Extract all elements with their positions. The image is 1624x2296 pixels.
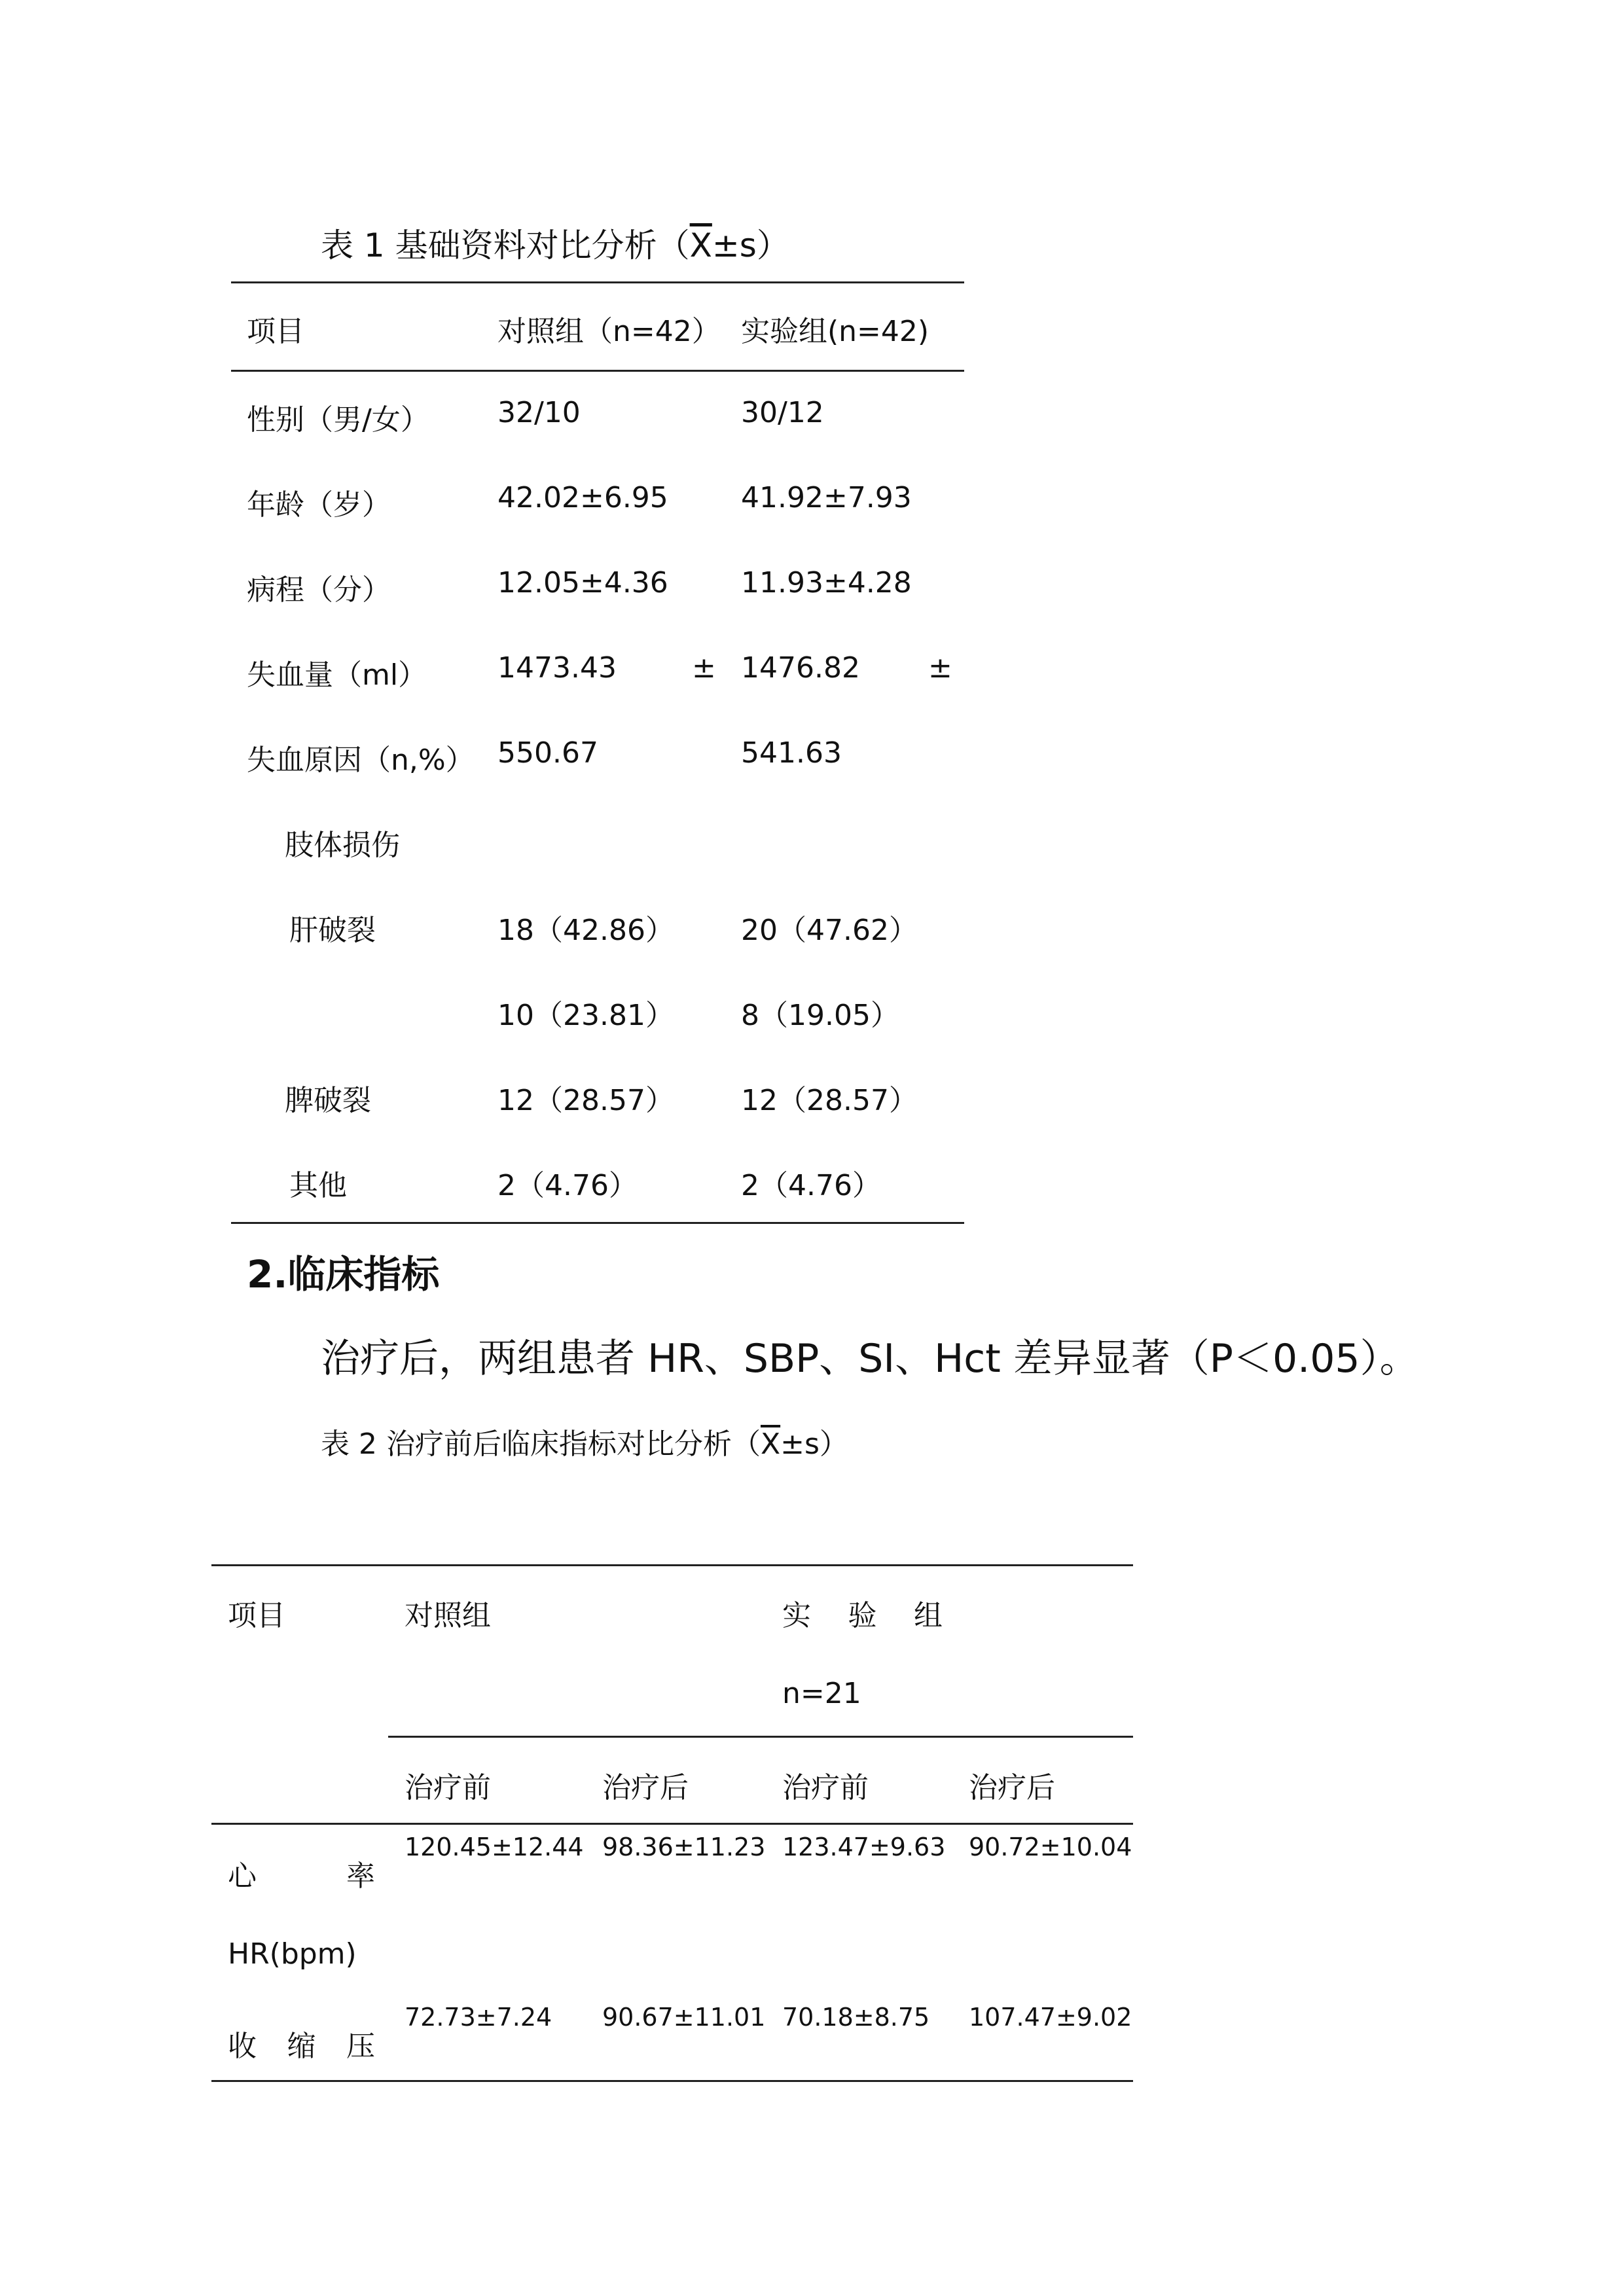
table2-subheader: 治疗后	[969, 1771, 1055, 1804]
table2-group-rule	[388, 1736, 1133, 1738]
table1-caption	[321, 219, 789, 266]
table1-row-label: 失血原因（n,%）	[247, 744, 475, 777]
table1-row-experimental: 20（47.62）	[741, 914, 918, 947]
table1-row-experimental: 541.63	[741, 736, 842, 770]
table2-row-label-char: 压	[346, 2030, 375, 2063]
table2-cell: 72.73±7.24	[405, 2003, 552, 2032]
table2-cell: 123.47±9.63	[782, 1833, 946, 1861]
table1-row-experimental: 2（4.76）	[741, 1169, 881, 1202]
table1-caption-prefix: 表 1 基础资料对比分析（	[321, 226, 690, 264]
table2-caption-mean-symbol: $\overline{X}$	[760, 1427, 781, 1461]
table2-row-label	[228, 2022, 375, 2064]
table2-header-experimental-n: n=21	[782, 1677, 861, 1710]
table1-row-label: 失血量（ml）	[247, 658, 427, 692]
table1-row-label: 病程（分）	[247, 573, 391, 607]
table1-row-control: 12.05±4.36	[497, 566, 668, 600]
table1-row-control: 1473.43	[497, 651, 617, 685]
section-heading: 2.临床指标	[247, 1252, 440, 1297]
table2-header-experimental-char: 组	[914, 1599, 943, 1632]
table1-row-experimental-pm: ±	[928, 651, 952, 685]
table2-caption-prefix: 表 2 治疗前后临床指标对比分析（	[321, 1427, 761, 1461]
table1-row-experimental: 41.92±7.93	[741, 481, 912, 514]
table1-top-rule	[231, 281, 964, 283]
table2-cell: 90.72±10.04	[969, 1833, 1132, 1861]
table1-header-experimental: 实验组(n=42)	[741, 315, 929, 348]
table2-cell: 98.36±11.23	[602, 1833, 766, 1861]
table1-header-control: 对照组（n=42）	[497, 315, 721, 348]
table1-row-experimental: 12（28.57）	[741, 1084, 918, 1117]
table1-header-item: 项目	[247, 315, 304, 348]
table2-row-label-char: 率	[346, 1859, 375, 1893]
table2-caption	[321, 1420, 848, 1462]
table2-row-label-line2: HR(bpm)	[228, 1937, 357, 1971]
table2-subheader: 治疗前	[405, 1771, 491, 1804]
table1-row-control: 550.67	[497, 736, 598, 770]
section-paragraph: 治疗后，两组患者 HR、SBP、SI、Hct 差异显著（P＜0.05）。	[321, 1336, 1419, 1382]
table1-row-label: 性别（男/女）	[247, 403, 429, 437]
table2-header-item: 项目	[228, 1599, 285, 1632]
table2-row-label-char: 心	[228, 1859, 257, 1893]
table1-row-label: 其他	[289, 1169, 347, 1202]
table2-header-control: 对照组	[405, 1599, 491, 1632]
table1-header-rule	[231, 370, 964, 372]
table2-row-label-char: 收	[228, 2030, 257, 2063]
table2-cell: 120.45±12.44	[405, 1833, 584, 1861]
table1-row-control: 10（23.81）	[497, 999, 674, 1032]
table2-subheader: 治疗前	[782, 1771, 869, 1804]
table2-subheader: 治疗后	[602, 1771, 689, 1804]
table2-cell: 90.67±11.01	[602, 2003, 766, 2032]
table2-top-rule	[211, 1564, 1133, 1566]
table1-caption-suffix: ±s）	[712, 226, 789, 264]
table1-row-control: 2（4.76）	[497, 1169, 638, 1202]
table1-caption-mean-symbol: $\overline{X}$	[689, 226, 712, 264]
table2-header-experimental-char: 验	[848, 1599, 877, 1632]
table2-row-label	[228, 1852, 375, 1894]
table1-row-experimental: 1476.82	[741, 651, 860, 685]
table1-row-experimental: 8（19.05）	[741, 999, 899, 1032]
table1-row-experimental: 30/12	[741, 396, 824, 429]
table1-row-control: 32/10	[497, 396, 581, 429]
table2-bottom-rule	[211, 2080, 1133, 2082]
table1-row-label: 肢体损伤	[285, 829, 400, 862]
table1-row-experimental: 11.93±4.28	[741, 566, 912, 600]
table2-header-experimental	[782, 1592, 943, 1634]
table1-row-control: 18（42.86）	[497, 914, 674, 947]
table1-row-control: 12（28.57）	[497, 1084, 674, 1117]
table1-row-label: 肝破裂	[289, 914, 376, 947]
table2-row-label-char: 缩	[287, 2030, 316, 2063]
table1-bottom-rule	[231, 1222, 964, 1224]
table2-header-experimental-char: 实	[782, 1599, 811, 1632]
table2-header-rule	[211, 1823, 1133, 1825]
table1-row-label: 年龄（岁）	[247, 488, 391, 522]
table2-caption-suffix: ±s）	[780, 1427, 848, 1461]
table1-row-control-pm: ±	[692, 651, 716, 685]
table1-row-control: 42.02±6.95	[497, 481, 668, 514]
table2-cell: 70.18±8.75	[782, 2003, 930, 2032]
table2-cell: 107.47±9.02	[969, 2003, 1132, 2032]
table1-row-label: 脾破裂	[285, 1084, 371, 1117]
